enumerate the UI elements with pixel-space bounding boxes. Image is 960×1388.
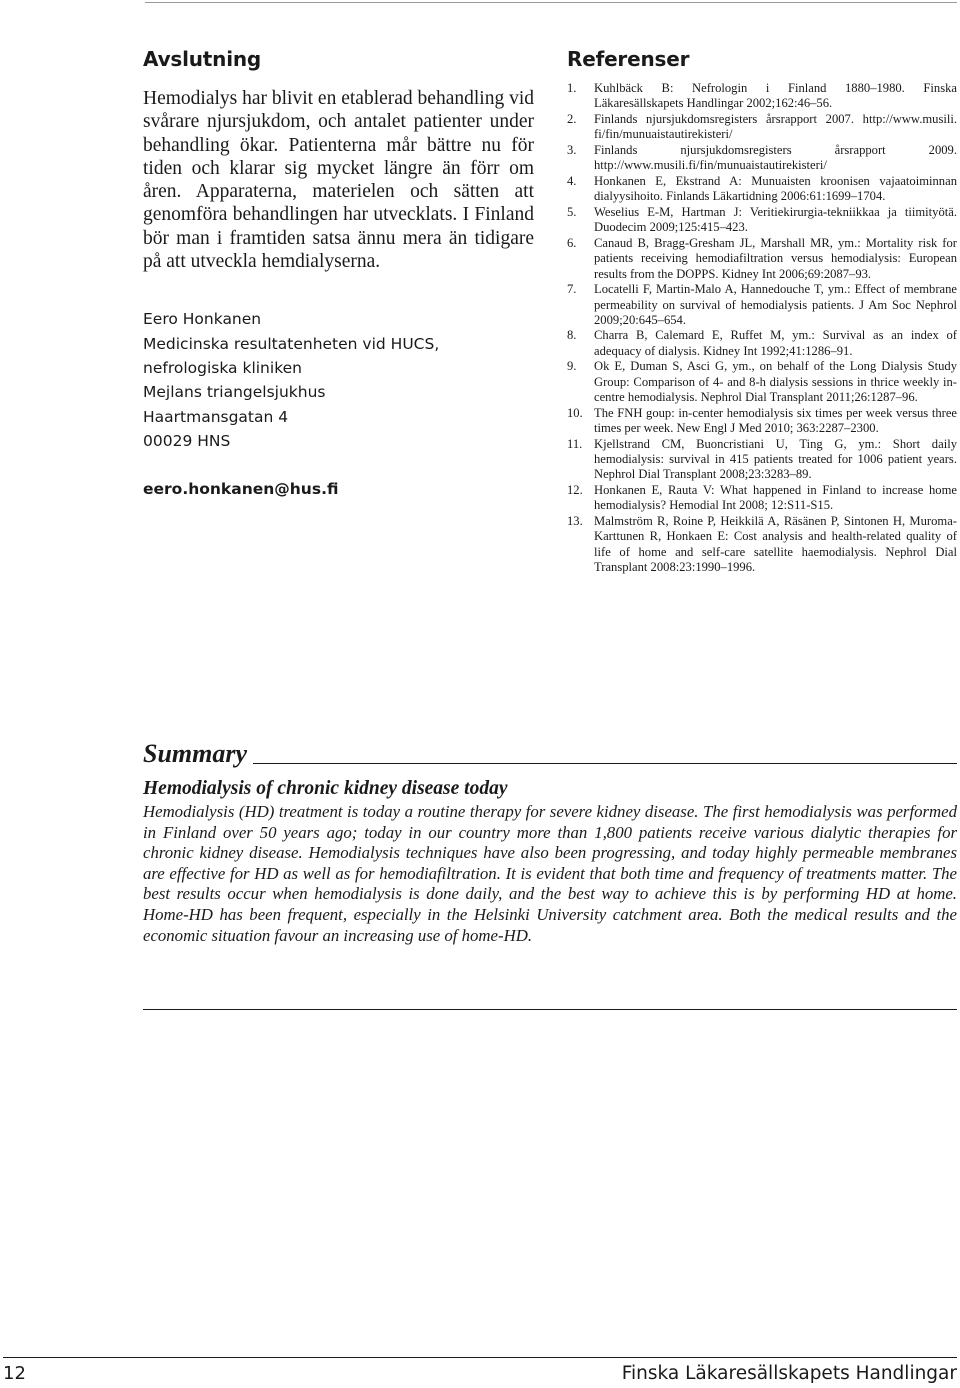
reference-item [567,483,957,514]
summary-header [143,738,957,770]
reference-number: 13. [567,514,583,528]
reference-item [567,514,957,575]
reference-item [567,282,957,328]
reference-number: 7. [567,282,577,297]
summary-subtitle: Hemodialysis of chronic kidney disease today [143,778,508,799]
author-hospital: Mejlans triangelsjukhus [143,383,326,402]
reference-item [567,437,957,483]
summary-heading: Summary [143,739,248,768]
conclusion-heading: Avslutning [143,47,262,71]
summary-section [143,738,957,946]
reference-text: Malmström R, Roine P, Heikkilä A, Räsänen P, Sintonen H, Muroma-Karttunen R, Honkaen E: Cost analysis and health-related quality of life of home and self-care satellite haemodialysis. Nephrol Dial Transplant 2008:23:1990–1996. [594,514,957,574]
summary-bottom-rule [143,1009,957,1010]
author-affiliation: Medicinska resultatenheten vid HUCS, [143,334,440,353]
author-block [143,307,534,501]
reference-text: Kjellstrand CM, Buoncristiani U, Ting G, ym.: Short daily hemodialysis: survival in 415 patients treated for 1006 patient years. Nephrol Dial Transplant 2008;23:3283–89. [594,436,957,482]
reference-number: 12. [567,483,583,498]
reference-text: Charra B, Calemard E, Ruffet M, ym.: Survival as an index of adequacy of dialysis. Kidney Int 1992;41:1286–91. [594,328,957,358]
reference-text: Finlands njursjukdomsregisters årsrapport 2007. http://www.musili. fi/fin/munuaistautirekisteri/ [594,111,957,142]
reference-item [567,328,957,359]
summary-text: Hemodialysis (HD) treatment is today a routine therapy for severe kidney disease. The first hemodialysis was performed in Finland over 50 years ago; today in our country more than 1,800 patients receive various dialytic therapies for chronic kidney disease. Hemodialysis techniques have also been progressing, and today highly permeable membranes are effective for HD as well as for hemodiafiltration. It is evident that both time and frequency of treatments matter. The best results occur when hemodialysis is done daily, and the best way to achieve this is by performing HD at home. Home-HD has been frequent, especially in the Helsinki University catchment area. Both the medical results and the economic situation favour an increasing use of home-HD. [143,802,957,945]
reference-text: Honkanen E, Ekstrand A: Munuaisten kroonisen vajaatoiminnan dialyysihoito. Finlands Läkartidning 2006:61:1699–1704. [594,173,957,204]
reference-list [567,81,957,575]
references-heading: Referenser [567,47,690,71]
reference-number: 5. [567,204,577,219]
right-column [567,47,957,576]
reference-item [567,359,957,405]
author-name: Eero Honkanen [143,310,262,329]
author-street: Haartmansgatan 4 [143,407,289,426]
reference-text: The FNH goup: in-center hemodialysis six times per week versus three times per week. New Engl J Med 2010; 363:2287–2300. [594,405,957,436]
reference-number: 8. [567,328,577,343]
reference-item [567,236,957,282]
journal-name: Finska Läkaresällskapets Handlingar [621,1363,957,1384]
reference-text: Finlands njursjukdomsregisters årsrapport 2009. http://www.musili.fi/fin/munuaistautirekisteri/ [594,142,957,173]
reference-number: 11. [567,436,583,451]
page-number: 12 [3,1363,26,1384]
conclusion-text: Hemodialys har blivit en etablerad behandling vid svårare njursjukdom, och antalet patienter under behandling ökar. Patienterna mår bättre nu för tiden och klarar sig mycket längre än förr om åren. Apparaterna, materielen och sätten att genomföra behandlingen har utvecklats. I Finland bör man i framtiden satsa ännu mera än tidigare på att utveckla hemdialyserna. [143,88,534,273]
reference-text: Weselius E-M, Hartman J: Veritiekirurgia-tekniikkaa ja tiimityötä. Duodecim 2009;125:415–423. [594,204,957,235]
reference-number: 3. [567,142,577,157]
reference-item [567,143,957,174]
summary-heading-rule [253,763,957,764]
reference-text: Kuhlbäck B: Nefrologin i Finland 1880–1980. Finska Läkaresällskapets Handlingar 2002;162:46–56. [594,81,957,111]
reference-text: Ok E, Duman S, Asci G, ym., on behalf of the Long Dialysis Study Group: Comparison of 4- and 8-h dialysis sessions in thrice weekly in-centre hemodialysis. Nephrol Dial Transplant 2011;26:1287–96. [594,359,957,405]
reference-number: 2. [567,111,577,126]
reference-item [567,174,957,205]
reference-number: 4. [567,173,577,188]
author-postal: 00029 HNS [143,431,231,450]
reference-item [567,81,957,112]
reference-item [567,205,957,236]
reference-item [567,406,957,437]
top-rule [145,2,957,3]
author-email: eero.honkanen@hus.fi [143,480,339,499]
left-column [143,47,534,501]
reference-number: 10. [567,405,583,420]
reference-item [567,112,957,143]
reference-number: 6. [567,235,577,250]
author-department: nefrologiska kliniken [143,358,302,377]
reference-number: 1. [567,81,577,95]
reference-text: Locatelli F, Martin-Malo A, Hannedouche T, ym.: Effect of membrane permeability on survival of hemodialysis patients. J Am Soc Nephrol 2009;20:645–654. [594,282,957,327]
reference-text: Canaud B, Bragg-Gresham JL, Marshall MR, ym.: Mortality risk for patients receiving hemodiafiltration versus hemodialysis: European results from the DOPPS. Kidney Int 2006;69:2087–93. [594,235,957,281]
reference-number: 9. [567,359,577,374]
reference-text: Honkanen E, Rauta V: What happened in Finland to increase home hemodialysis? Hemodial Int 2008; 12:S11-S15. [594,483,957,513]
page-footer [3,1357,957,1384]
